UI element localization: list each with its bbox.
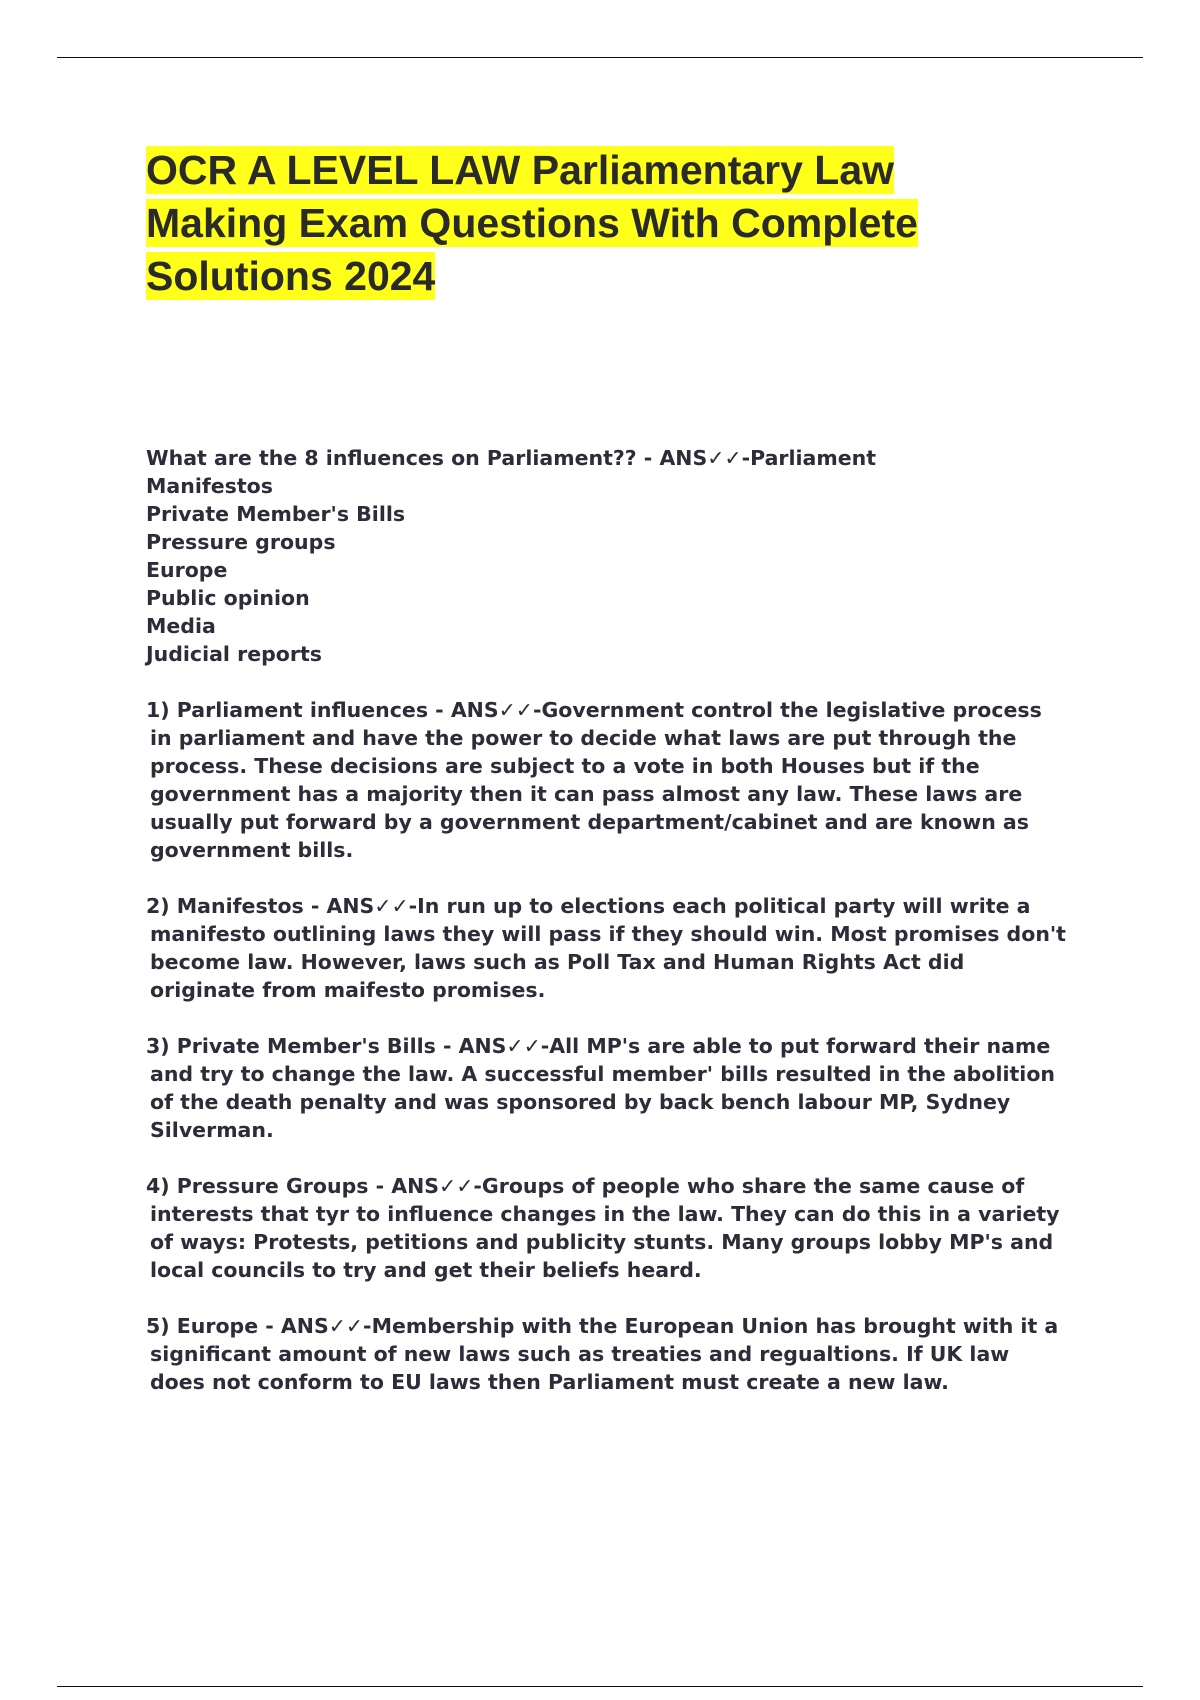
qa-block-influences [146,444,1096,668]
qa-line: significant amount of new laws such as treaties and regualtions. If UK law [150,1342,1010,1366]
qa-line: and try to change the law. A successful member' bills resulted in the abolition [150,1062,1056,1086]
qa-line: usually put forward by a government department/cabinet and are known as [150,810,1029,834]
qa-block-manifestos [146,892,1096,1004]
qa-line: Media [146,614,216,638]
qa-line: 5) Europe - ANS✓✓-Membership with the European Union has brought with it a [146,1314,1059,1338]
qa-line: What are the 8 influences on Parliament?? - ANS✓✓-Parliament [146,446,877,470]
title-line-1: OCR A LEVEL LAW Parliamentary Law [146,147,895,193]
qa-line: in parliament and have the power to decide what laws are put through the [150,726,1017,750]
qa-block-parliament [146,696,1096,864]
qa-line: manifesto outlining laws they will pass if they should win. Most promises don't [150,922,1066,946]
qa-line: government has a majority then it can pass almost any law. These laws are [150,782,1023,806]
title-line-2: Making Exam Questions With Complete [146,200,918,246]
qa-block-pressure-groups [146,1172,1096,1284]
footer-rule [57,1686,1143,1687]
qa-line: become law. However, laws such as Poll Tax and Human Rights Act did [150,950,965,974]
qa-line: 2) Manifestos - ANS✓✓-In run up to elections each political party will write a [146,894,1031,918]
qa-block-private-members-bills [146,1032,1096,1144]
header-rule [57,57,1143,58]
qa-line: local councils to try and get their beliefs heard. [150,1258,702,1282]
qa-line: process. These decisions are subject to a vote in both Houses but if the [150,754,980,778]
qa-line: Private Member's Bills [146,502,406,526]
qa-line: interests that tyr to influence changes in the law. They can do this in a variety [150,1202,1060,1226]
qa-line: Silverman. [150,1118,274,1142]
qa-line: does not conform to EU laws then Parliament must create a new law. [150,1370,949,1394]
title-line-3: Solutions 2024 [146,253,436,299]
qa-content [146,444,1096,1424]
qa-line: 1) Parliament influences - ANS✓✓-Government control the legislative process [146,698,1042,722]
qa-line: Pressure groups [146,530,336,554]
qa-block-europe [146,1312,1096,1396]
document-title [146,144,1046,303]
qa-line: of the death penalty and was sponsored by back bench labour MP, Sydney [150,1090,1011,1114]
qa-line: Judicial reports [146,642,322,666]
qa-line: of ways: Protests, petitions and publicity stunts. Many groups lobby MP's and [150,1230,1054,1254]
qa-line: Europe [146,558,228,582]
qa-line: 4) Pressure Groups - ANS✓✓-Groups of people who share the same cause of [146,1174,1025,1198]
qa-line: 3) Private Member's Bills - ANS✓✓-All MP's are able to put forward their name [146,1034,1051,1058]
qa-line: Public opinion [146,586,310,610]
qa-line: originate from maifesto promises. [150,978,546,1002]
qa-line: Manifestos [146,474,273,498]
qa-line: government bills. [150,838,354,862]
